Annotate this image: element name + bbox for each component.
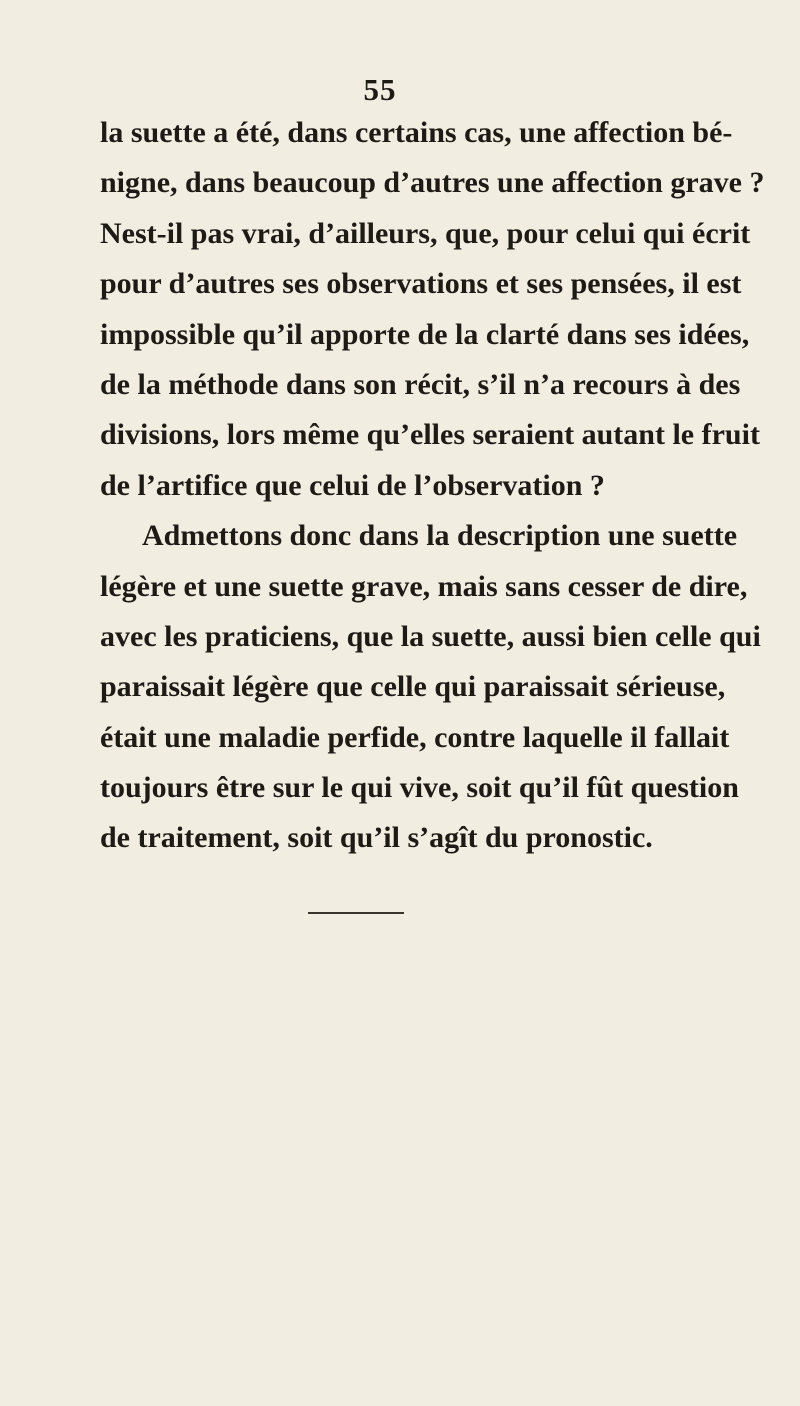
text-line: de traitement, soit qu’il s’agît du pronostic.: [100, 821, 653, 855]
text-line: la suette a été, dans certains cas, une affection bé-: [100, 116, 733, 149]
body-text: [100, 108, 765, 864]
text-line: impossible qu’il apporte de la clarté dans ses idées,: [100, 317, 750, 351]
text-line: légère et une suette grave, mais sans cesser de dire,: [100, 569, 748, 603]
text-line: était une maladie perfide, contre laquelle il fallait: [100, 720, 730, 754]
text-line: Nest-il pas vrai, d’ailleurs, que, pour celui qui écrit: [100, 216, 751, 250]
section-divider: [308, 912, 404, 914]
text-line: avec les praticiens, que la suette, aussi bien celle qui: [100, 619, 761, 653]
text-line: de l’artifice que celui de l’observation ?: [100, 468, 605, 502]
page-number: 55: [363, 72, 397, 107]
text-line: nigne, dans beaucoup d’autres une affection grave ?: [100, 166, 765, 200]
text-line: paraissait légère que celle qui paraissait sérieuse,: [100, 670, 726, 704]
text-line: de la méthode dans son récit, s’il n’a recours à des: [100, 367, 741, 401]
text-line: pour d’autres ses observations et ses pensées, il est: [100, 267, 742, 301]
text-line: toujours être sur le qui vive, soit qu’il fût question: [100, 771, 739, 805]
text-line: divisions, lors même qu’elles seraient autant le fruit: [100, 418, 760, 452]
text-line: Admettons donc dans la description une suette: [142, 519, 738, 553]
